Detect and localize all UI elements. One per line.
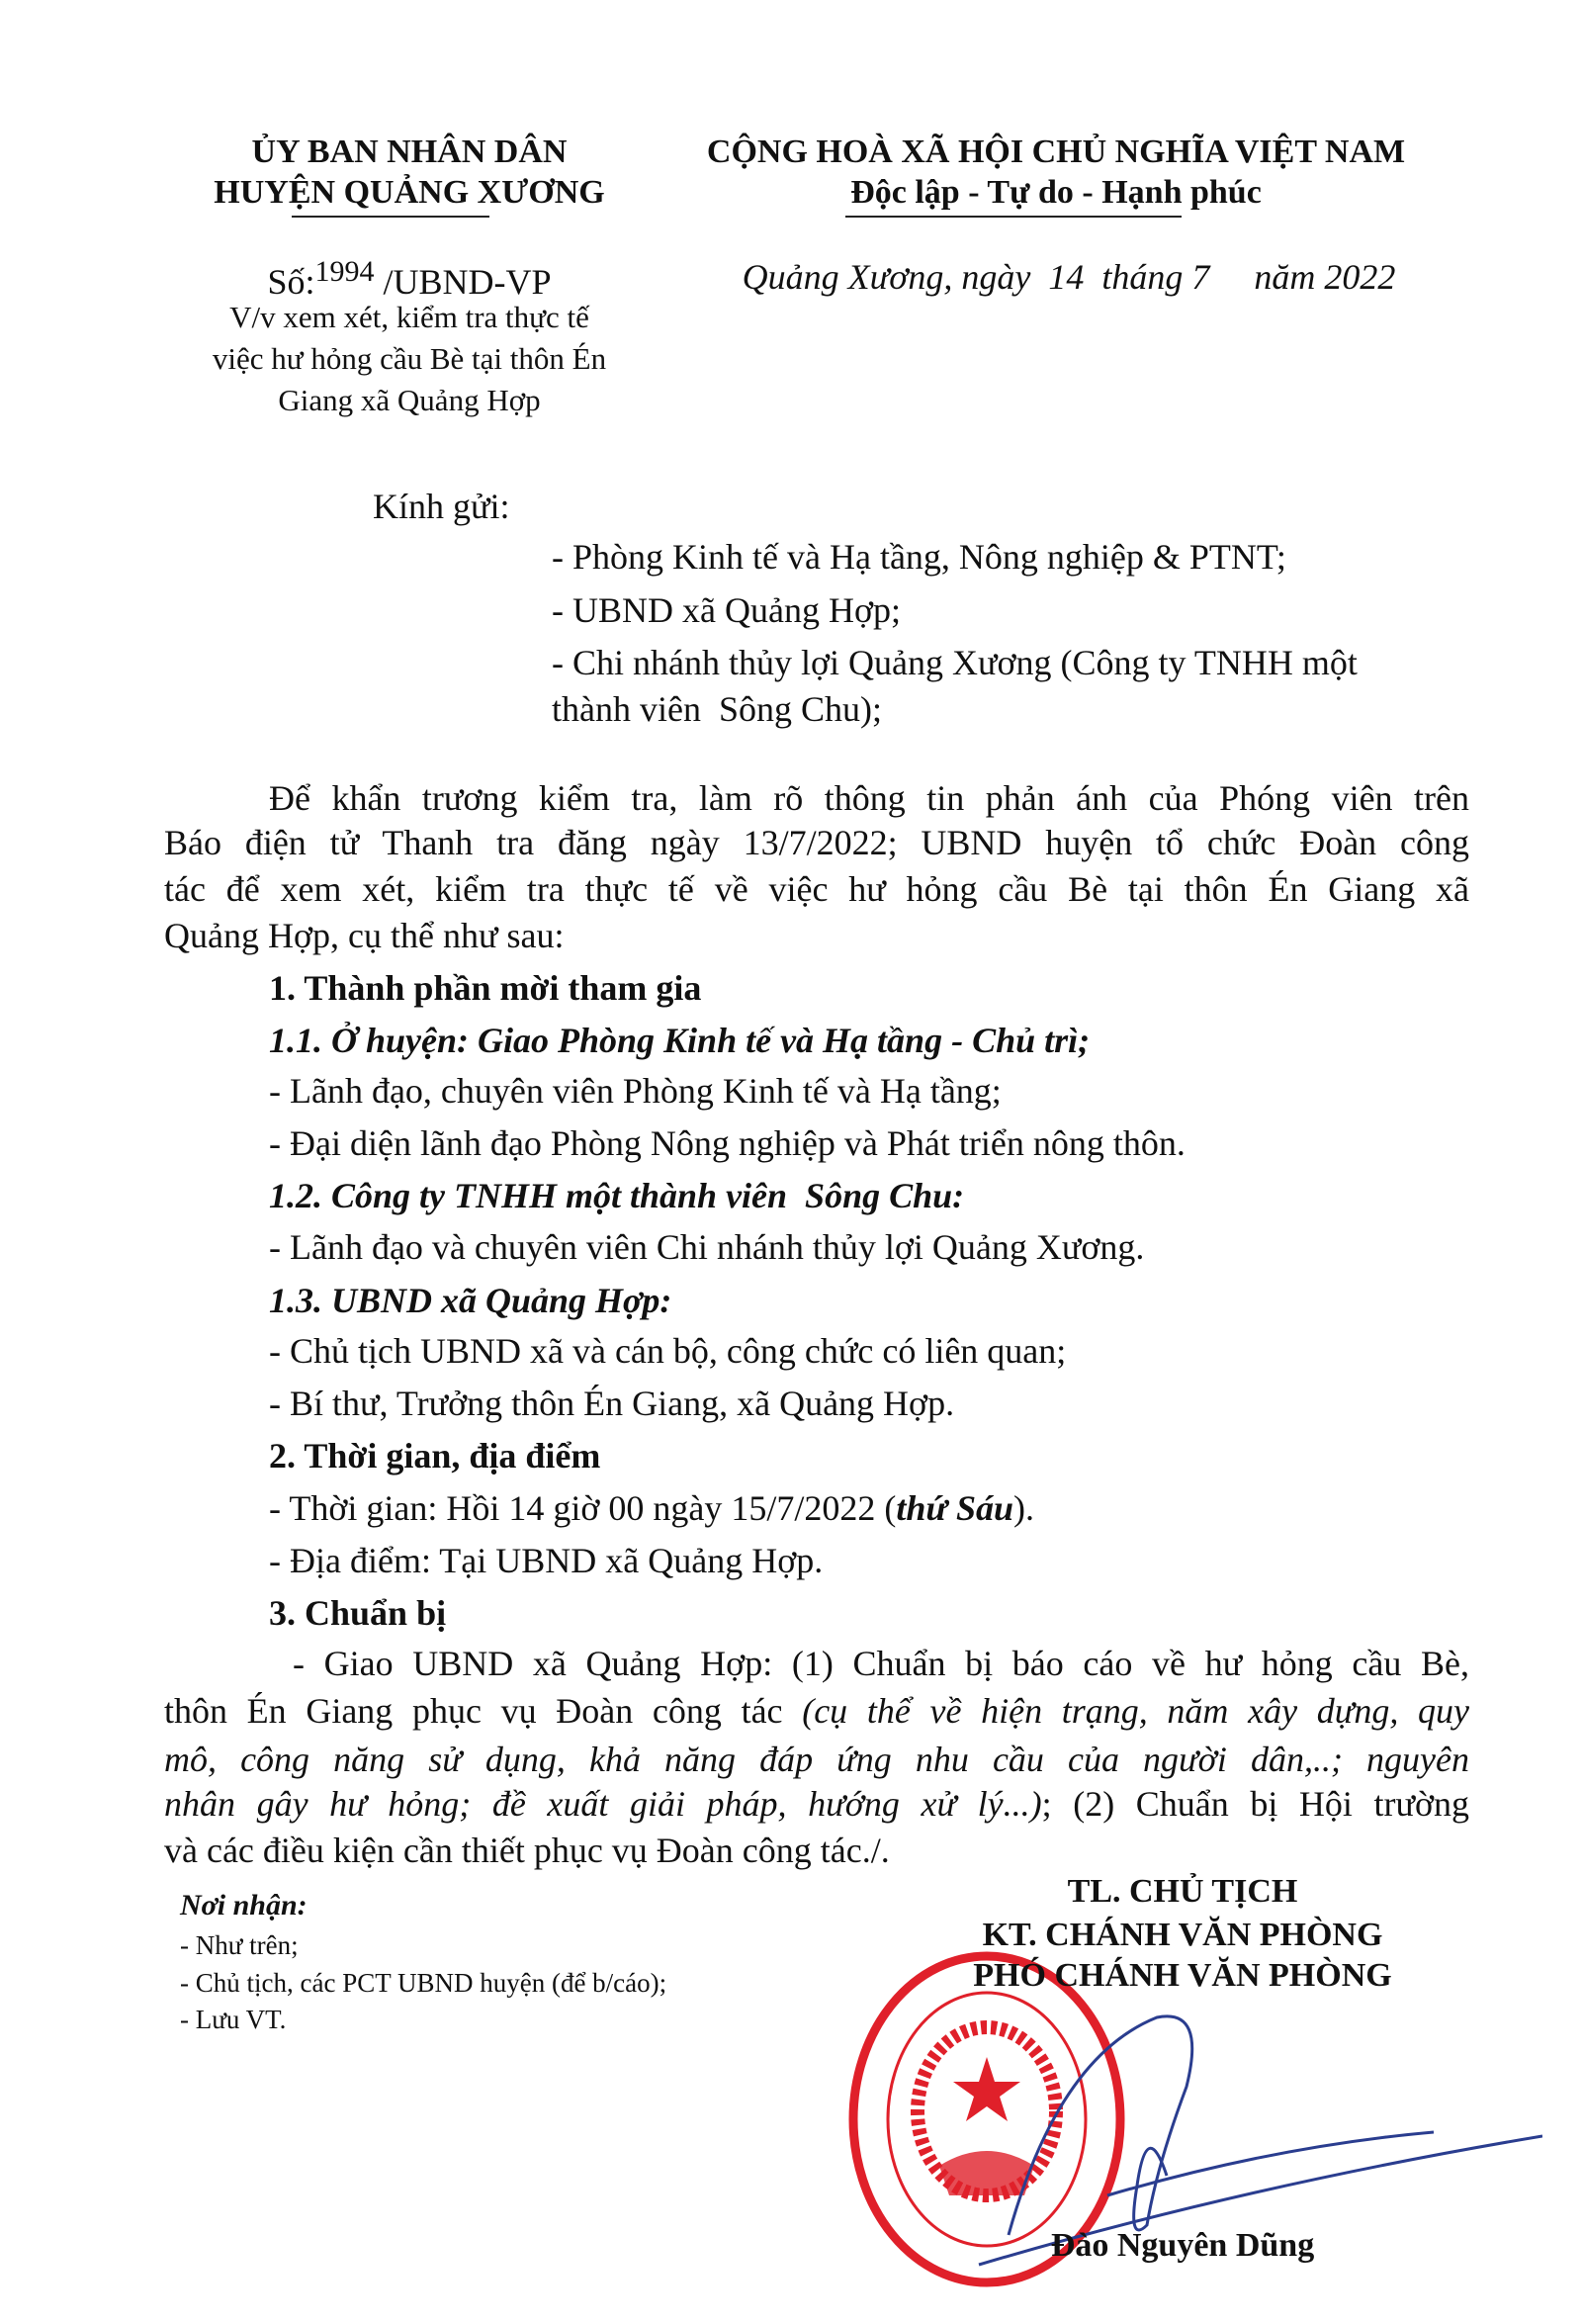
cc-item: - Lưu VT.	[180, 2005, 287, 2034]
sign-title: KT. CHÁNH VĂN PHÒNG	[982, 1917, 1383, 1953]
recipient-item: thành viên Sông Chu);	[552, 689, 882, 729]
section-heading: 2. Thời gian, địa điểm	[269, 1436, 601, 1475]
cc-item: - Như trên;	[180, 1930, 299, 1960]
subject-line: việc hư hỏng cầu Bè tại thôn Én	[212, 341, 607, 376]
recipients-label: Kính gửi:	[373, 487, 510, 526]
list-item: - Chủ tịch UBND xã và cán bộ, công chức có liên quan;	[269, 1331, 1067, 1371]
paragraph-line: Báo điện tử Thanh tra đăng ngày 13/7/2022; UBND huyện tổ chức Đoàn công	[164, 823, 1469, 862]
cc-item: - Chủ tịch, các PCT UBND huyện (để b/cáo);	[180, 1968, 667, 1998]
subsection-heading: 1.3. UBND xã Quảng Hợp:	[269, 1281, 672, 1320]
subsection-heading: 1.2. Công ty TNHH một thành viên Sông Chu:	[269, 1176, 965, 1215]
recipient-item: - Phòng Kinh tế và Hạ tầng, Nông nghiệp & PTNT;	[552, 537, 1286, 577]
sign-title: TL. CHỦ TỊCH	[1067, 1873, 1298, 1910]
paragraph-line: mô, công năng sử dụng, khả năng đáp ứng nhu cầu của người dân,..; nguyên	[164, 1740, 1469, 1779]
section-heading: 3. Chuẩn bị	[269, 1593, 447, 1633]
paragraph-line: Quảng Hợp, cụ thể như sau:	[164, 916, 565, 955]
org-underline	[292, 216, 489, 218]
recipient-item: - Chi nhánh thủy lợi Quảng Xương (Công ty TNHH một	[552, 643, 1358, 682]
list-item: - Đại diện lãnh đạo Phòng Nông nghiệp và Phát triển nông thôn.	[269, 1123, 1186, 1163]
list-item: - Địa điểm: Tại UBND xã Quảng Hợp.	[269, 1541, 824, 1580]
cc-label: Nơi nhận:	[180, 1889, 308, 1922]
paragraph-line: nhân gây hư hỏng; đề xuất giải pháp, hướng xử lý...); (2) Chuẩn bị Hội trường	[164, 1784, 1469, 1824]
section-heading: 1. Thành phần mời tham gia	[269, 968, 702, 1008]
nation-title: CỘNG HOÀ XÃ HỘI CHỦ NGHĨA VIỆT NAM	[706, 134, 1406, 170]
document-number: Số:$^{1994}$ /UBND-VP	[267, 255, 552, 302]
list-item: - Thời gian: Hồi 14 giờ 00 ngày 15/7/2022 (thứ Sáu).	[269, 1488, 1034, 1528]
list-item: - Lãnh đạo và chuyên viên Chi nhánh thủy lợi Quảng Xương.	[269, 1227, 1145, 1267]
list-item: - Bí thư, Trưởng thôn Én Giang, xã Quảng Hợp.	[269, 1384, 955, 1423]
nation-motto: Độc lập - Tự do - Hạnh phúc	[850, 174, 1262, 211]
list-item: - Lãnh đạo, chuyên viên Phòng Kinh tế và Hạ tầng;	[269, 1071, 1002, 1111]
subject-line: Giang xã Quảng Hợp	[278, 383, 541, 417]
paragraph-line: Để khẩn trương kiểm tra, làm rõ thông tin phản ánh của Phóng viên trên	[269, 778, 1469, 818]
signer-name: Đào Nguyên Dũng	[1050, 2227, 1315, 2264]
motto-underline	[845, 216, 1182, 218]
paragraph-line: thôn Én Giang phục vụ Đoàn công tác (cụ thể về hiện trạng, năm xây dựng, quy	[164, 1691, 1469, 1731]
org-name-line2: HUYỆN QUẢNG XƯƠNG	[214, 174, 605, 211]
org-name-line1: ỦY BAN NHÂN DÂN	[251, 134, 568, 170]
paragraph-line: và các điều kiện cần thiết phục vụ Đoàn công tác./.	[164, 1831, 890, 1870]
document-date: Quảng Xương, ngày 14 tháng 7 năm 2022	[742, 257, 1396, 297]
recipient-item: - UBND xã Quảng Hợp;	[552, 590, 901, 630]
subsection-heading: 1.1. Ở huyện: Giao Phòng Kinh tế và Hạ tầng - Chủ trì;	[269, 1021, 1091, 1060]
subject-line: V/v xem xét, kiểm tra thực tế	[229, 300, 589, 334]
sign-title: PHÓ CHÁNH VĂN PHÒNG	[973, 1957, 1392, 1994]
paragraph-line: - Giao UBND xã Quảng Hợp: (1) Chuẩn bị báo cáo về hư hỏng cầu Bè,	[293, 1644, 1469, 1683]
paragraph-line: tác để xem xét, kiểm tra thực tế về việc hư hỏng cầu Bè tại thôn Én Giang xã	[164, 869, 1469, 909]
